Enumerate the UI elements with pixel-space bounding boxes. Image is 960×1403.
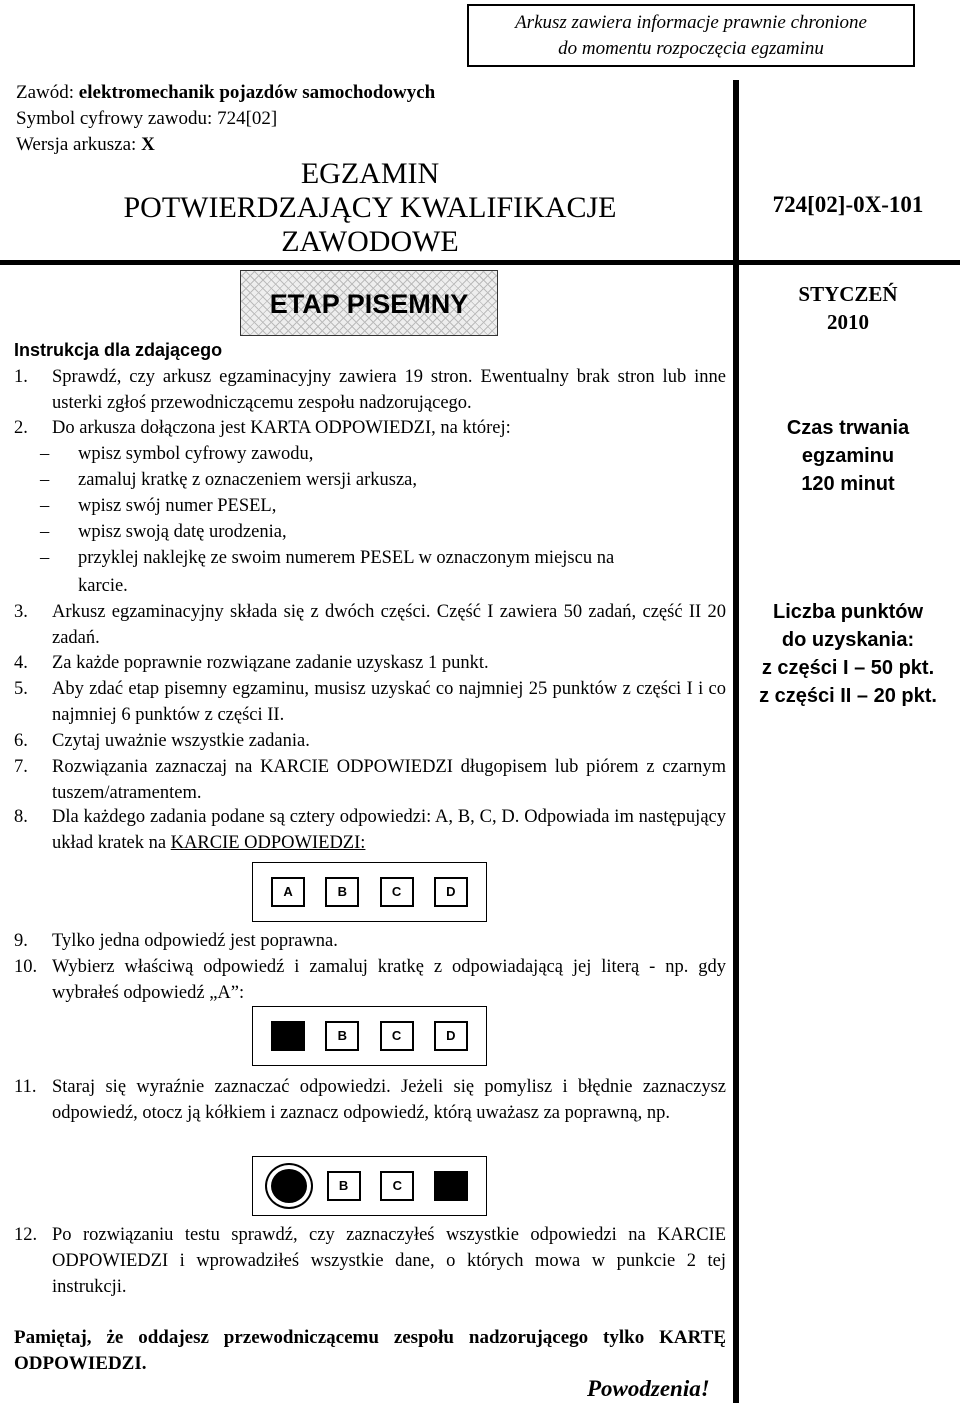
answer-cell-c: C [380, 1171, 414, 1201]
instruction-item-1: Sprawdź, czy arkusz egzaminacyjny zawiera 19 stron. Ewentualny brak stron lub inne usterki zgłoś przewodniczącemu zespołu nadzorującego. [52, 367, 726, 413]
answer-cell-b: B [325, 877, 359, 907]
item-number: 4. [14, 653, 28, 673]
instruction-item-8 [52, 804, 726, 856]
answer-cell-d: D [434, 877, 468, 907]
answer-cell-a: A [271, 877, 305, 907]
duration-line-3: 120 minut [801, 473, 895, 495]
points-line-4: z części II – 20 pkt. [759, 685, 937, 707]
instruction-item-7: Rozwiązania zaznaczaj na KARCIE ODPOWIEDZI długopisem lub piórem z czarnym tuszem/atramentem. [52, 757, 726, 803]
answer-card-reference: KARCIE ODPOWIEDZI: [170, 833, 366, 853]
good-luck: Powodzenia! [587, 1376, 710, 1401]
exam-title [40, 157, 700, 259]
profession-line [16, 80, 435, 106]
item-number: 8. [14, 807, 28, 827]
symbol-label: Symbol cyfrowy zawodu: [16, 108, 213, 129]
duration-block [742, 414, 954, 498]
answer-box-sample [252, 862, 487, 922]
vertical-divider [733, 80, 739, 1403]
instruction-item-3: Arkusz egzaminacyjny składa się z dwóch części. Część I zawiera 50 zadań, część II 20 zadań. [52, 602, 726, 648]
item-8-text: Dla każdego zadania podane są cztery odpowiedzi: A, B, C, D. Odpowiada im następujący układ kratek na [52, 807, 726, 853]
answer-cell-c: C [380, 1021, 414, 1051]
title-line-2: POTWIERDZAJĄCY KWALIFIKACJE [123, 191, 617, 224]
item-number: 3. [14, 602, 28, 622]
instruction-item-12: Po rozwiązaniu testu sprawdź, czy zaznaczyłeś wszystkie odpowiedzi na KARCIE ODPOWIEDZI i wprowadziłeś wszystkie dane, o których mowa w punkcie 2 tej instrukcji. [52, 1225, 726, 1297]
instructions-heading: Instrukcja dla zdającego [14, 340, 223, 360]
notice-line-2: do momentu rozpoczęcia egzaminu [558, 38, 824, 59]
item-number: 5. [14, 679, 28, 699]
item-number: 11. [14, 1077, 37, 1097]
answer-cell-c: C [380, 877, 414, 907]
dash-bullet: – [40, 496, 50, 516]
profession-label: Zawód: [16, 82, 75, 103]
dash-bullet: – [40, 470, 50, 490]
title-line-1: EGZAMIN [300, 157, 440, 190]
version-line [16, 132, 155, 158]
horizontal-divider [0, 260, 960, 265]
instruction-item-9: Tylko jedna odpowiedź jest poprawna. [52, 931, 338, 951]
title-line-3: ZAWODOWE [281, 225, 459, 258]
instruction-item-4: Za każde poprawnie rozwiązane zadanie uzyskasz 1 punkt. [52, 653, 489, 673]
exam-date [742, 280, 954, 336]
item-number: 12. [14, 1225, 38, 1245]
exam-code: 724[02]-0X-101 [772, 192, 924, 217]
answer-cell-d-filled: D [434, 1171, 468, 1201]
points-line-2: do uzyskania: [781, 629, 915, 651]
item-number: 9. [14, 931, 28, 951]
version-label: Wersja arkusza: [16, 134, 137, 155]
profession-value: elektromechanik pojazdów samochodowych [78, 82, 436, 103]
sub-item-5-cont: karcie. [78, 576, 128, 596]
sub-item-3: wpisz swój numer PESEL, [78, 496, 277, 516]
notice-line-1: Arkusz zawiera informacje prawnie chronione [515, 12, 867, 33]
answer-cell-a-filled: A [271, 1021, 305, 1051]
version-value: X [141, 134, 155, 155]
sub-item-4: wpisz swoją datę urodzenia, [78, 522, 287, 542]
item-number: 2. [14, 418, 28, 438]
date-month: STYCZEŃ [798, 282, 898, 306]
sub-item-2: zamaluj kratkę z oznaczeniem wersji arkusza, [78, 470, 417, 490]
instruction-item-6: Czytaj uważnie wszystkie zadania. [52, 731, 310, 751]
answer-cell-b: B [327, 1171, 361, 1201]
instruction-item-2: Do arkusza dołączona jest KARTA ODPOWIEDZI, na której: [52, 418, 511, 438]
dash-bullet: – [40, 444, 50, 464]
sub-item-1: wpisz symbol cyfrowy zawodu, [78, 444, 314, 464]
instruction-item-5: Aby zdać etap pisemny egzaminu, musisz uzyskać co najmniej 25 punktów z części I i co najmniej 6 punktów z części II. [52, 679, 726, 725]
answer-cell-a-circled: A [271, 1169, 307, 1203]
sub-item-5: przyklej naklejkę ze swoim numerem PESEL w oznaczonym miejscu na [78, 548, 615, 568]
dash-bullet: – [40, 522, 50, 542]
instruction-item-10: Wybierz właściwą odpowiedź i zamaluj kratkę z odpowiadającą jej literą - np. gdy wybrałeś odpowiedź „A”: [52, 957, 726, 1003]
stage-banner: ETAP PISEMNY [240, 270, 498, 336]
points-block [742, 598, 954, 710]
dash-bullet: – [40, 548, 50, 568]
item-number: 1. [14, 367, 28, 387]
points-line-3: z części I – 50 pkt. [761, 657, 935, 679]
footer-reminder: Pamiętaj, że oddajesz przewodniczącemu zespołu nadzorującego tylko KARTĘ ODPOWIEDZI. [14, 1327, 726, 1374]
points-line-1: Liczba punktów [773, 601, 923, 623]
answer-cell-d: D [434, 1021, 468, 1051]
duration-line-1: Czas trwania [786, 417, 910, 439]
item-number: 7. [14, 757, 28, 777]
duration-line-2: egzaminu [801, 445, 895, 467]
symbol-line [16, 106, 277, 132]
instruction-item-11: Staraj się wyraźnie zaznaczać odpowiedzi. Jeżeli się pomylisz i błędnie zaznaczysz odpowiedź, otocz ją kółkiem i zaznacz odpowiedź, którą uważasz za poprawną, np. [52, 1077, 726, 1123]
item-number: 10. [14, 957, 38, 977]
item-number: 6. [14, 731, 28, 751]
confidential-notice [467, 4, 915, 67]
answer-cell-b: B [325, 1021, 359, 1051]
date-year: 2010 [827, 310, 869, 334]
answer-box-correction-example [252, 1156, 487, 1216]
answer-box-filled-example [252, 1006, 487, 1066]
symbol-value: 724[02] [217, 108, 278, 129]
